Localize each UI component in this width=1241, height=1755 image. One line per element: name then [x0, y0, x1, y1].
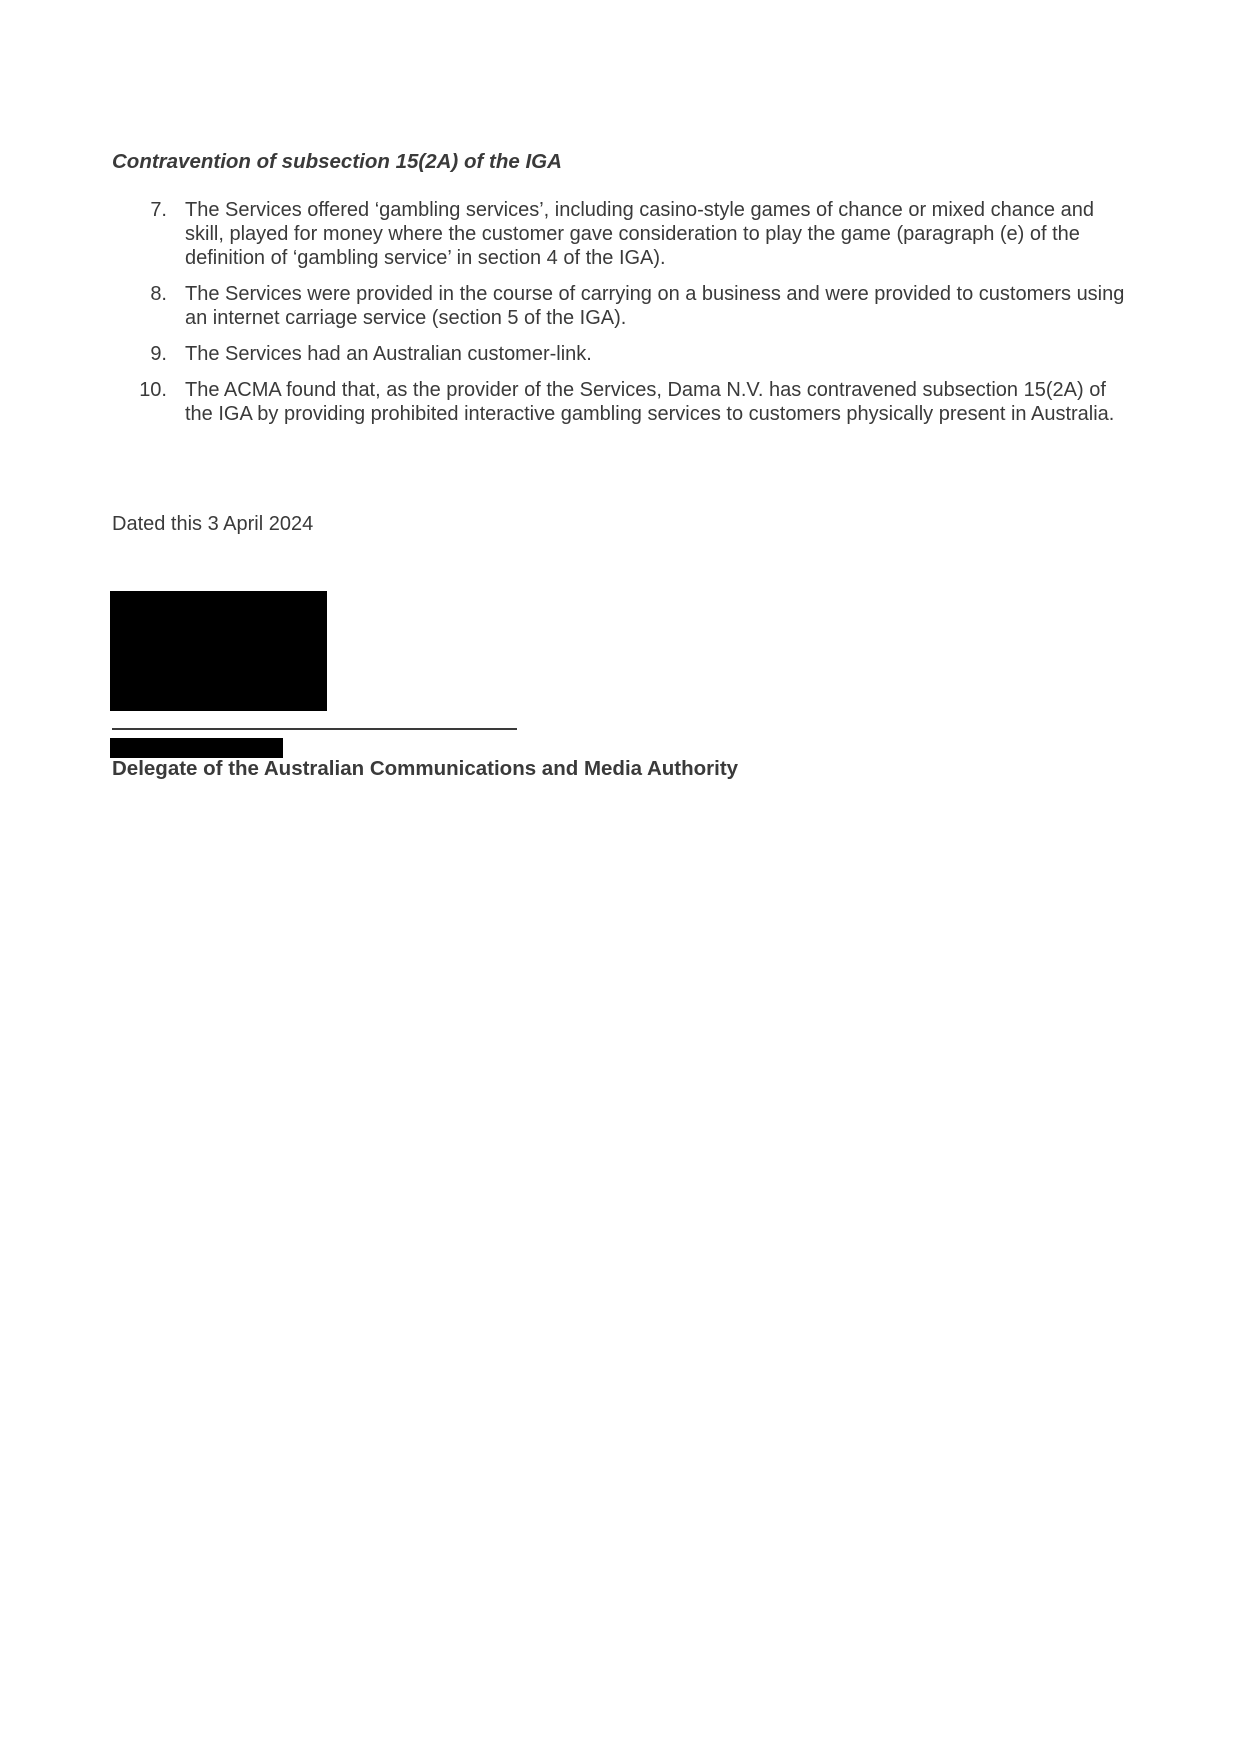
- paragraph-10: [112, 378, 1132, 426]
- paragraph-number: 8.: [150, 283, 167, 305]
- paragraph-8: [112, 282, 1132, 330]
- paragraph-text: The Services were provided in the course of carrying on a business and were provided to customers using an internet carriage service (section 5 of the IGA).: [185, 283, 1125, 329]
- paragraph-number: 7.: [150, 199, 167, 221]
- paragraph-number: 9.: [150, 343, 167, 365]
- name-redaction-box: [110, 738, 283, 758]
- signature-line: [112, 728, 517, 730]
- paragraph-text: The ACMA found that, as the provider of the Services, Dama N.V. has contravened subsection 15(2A) of the IGA by providing prohibited interactive gambling services to customers physically present in Australia.: [185, 379, 1115, 425]
- paragraph-text: The Services offered ‘gambling services’, including casino-style games of chance or mixed chance and skill, played for money where the customer gave consideration to play the game (paragraph (e) of the definition of ‘gambling service’ in section 4 of the IGA).: [185, 199, 1094, 269]
- paragraph-number: 10.: [139, 379, 167, 401]
- paragraph-7: [112, 198, 1132, 270]
- signature-redaction-box: [110, 591, 327, 711]
- section-heading: Contravention of subsection 15(2A) of the IGA: [112, 150, 562, 173]
- paragraph-list: [112, 198, 1132, 438]
- paragraph-text: The Services had an Australian customer-link.: [185, 343, 592, 365]
- paragraph-9: [112, 342, 1132, 366]
- signatory-title: Delegate of the Australian Communications and Media Authority: [112, 757, 739, 780]
- date-line: Dated this 3 April 2024: [112, 513, 314, 535]
